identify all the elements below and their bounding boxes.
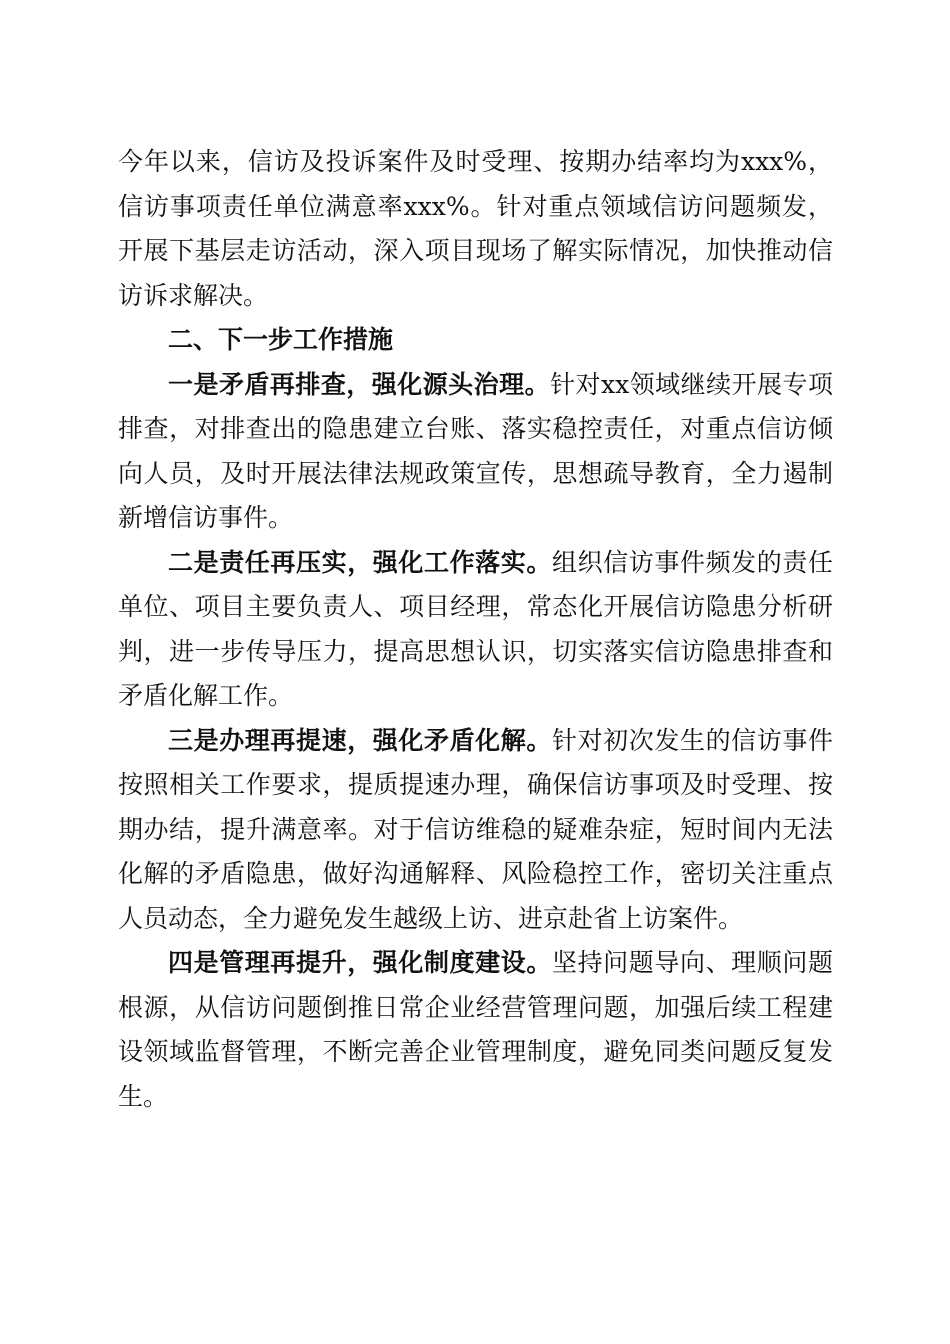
measure-paragraph-3 (118, 719, 833, 942)
measure-lead-1: 一是矛盾再排查，强化源头治理。 (168, 369, 551, 399)
measure-lead-2: 二是责任再压实，强化工作落实。 (168, 547, 552, 577)
measure-paragraph-2 (118, 541, 833, 719)
measure-paragraph-1 (118, 363, 833, 541)
measure-body-1: 针对xx领域继续开展专项排查，对排查出的隐患建立台账、落实稳控责任，对重点信访倾向人员，及时开展法律法规政策宣传，思想疏导教育，全力遏制新增信访事件。 (118, 369, 833, 532)
measure-lead-3: 三是办理再提速，强化矛盾化解。 (168, 725, 552, 755)
measure-paragraph-4 (118, 941, 833, 1119)
measure-body-2: 组织信访事件频发的责任单位、项目主要负责人、项目经理，常态化开展信访隐患分析研判，进一步传导压力，提高思想认识，切实落实信访隐患排查和矛盾化解工作。 (118, 547, 833, 710)
section-heading: 二、下一步工作措施 (168, 325, 394, 354)
measure-body-3: 针对初次发生的信访事件按照相关工作要求，提质提速办理，确保信访事项及时受理、按期办结，提升满意率。对于信访维稳的疑难杂症，短时间内无法化解的矛盾隐患，做好沟通解释、风险稳控工作，密切关注重点人员动态，全力避免发生越级上访、进京赴省上访案件。 (118, 725, 833, 933)
document-body (118, 140, 833, 1119)
measure-body-4: 坚持问题导向、理顺问题根源，从信访问题倒推日常企业经营管理问题，加强后续工程建设领域监督管理，不断完善企业管理制度，避免同类问题反复发生。 (118, 948, 833, 1111)
intro-paragraph: 今年以来，信访及投诉案件及时受理、按期办结率均为xxx%，信访事项责任单位满意率xxx%。针对重点领域信访问题频发，开展下基层走访活动，深入项目现场了解实际情况，加快推动信访诉求解决。 (118, 147, 833, 310)
measure-lead-4: 四是管理再提升，强化制度建设。 (168, 948, 552, 977)
